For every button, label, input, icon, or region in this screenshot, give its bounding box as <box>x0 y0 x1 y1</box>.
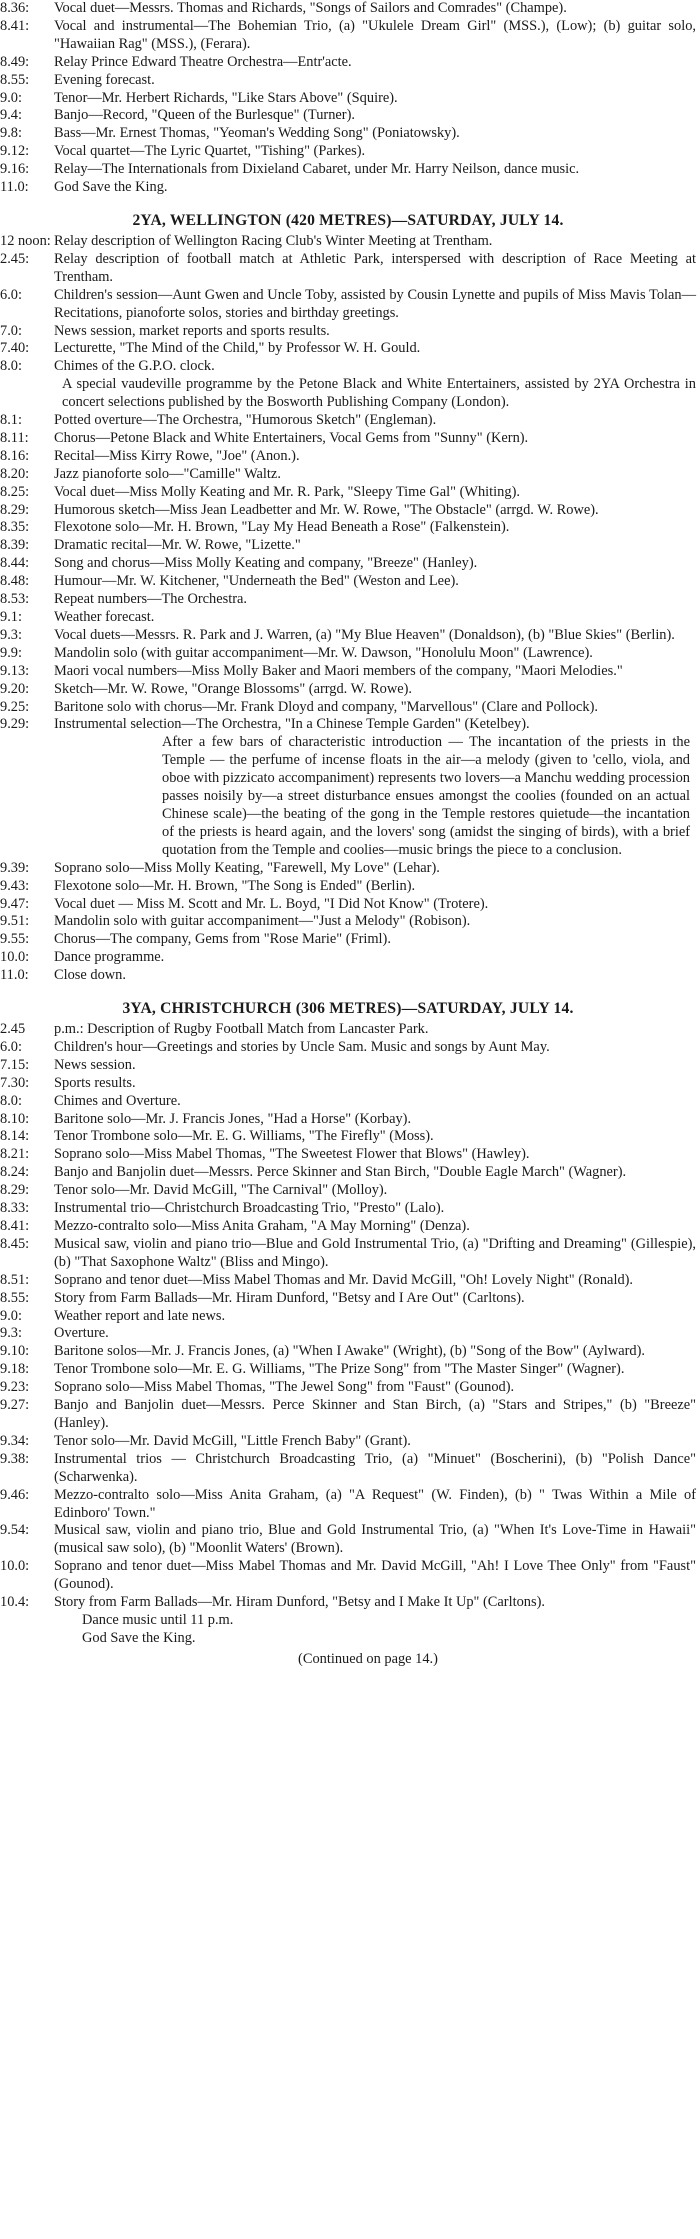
entry-time: 8.45: <box>0 1235 30 1252</box>
temple-garden-description: After a few bars of characteristic introduction — The incantation of the priests in the Temple — the perfume of incense floats in the air—a melody (given to 'cello, viola, and oboe with pizzicato accompaniment) represents two lovers—a Manchu wedding procession passes noisily by—a street disturbance ensues amongst the coolies (founded on an actual Chinese scale)—the beating of the gong in the Temple restores quietude—the incantation of the priests is heard again, and the lovers' song (amidst the singing of birds), with a brief quotation from the Temple and coolies—music brings the piece to a conclusion. <box>162 734 690 858</box>
programme-entry <box>0 716 696 734</box>
entry-text: Vocal and instrumental—The Bohemian Trio, (a) "Ukulele Dream Girl" (MSS.), (Low); (b) guitar solo, "Hawaiian Rag" (MSS.), (Ferara). <box>54 17 696 52</box>
programme-entry <box>0 251 696 287</box>
entry-time: 10.0: <box>0 1558 30 1575</box>
entry-text: Flexotone solo—Mr. H. Brown, "Lay My Head Beneath a Rose" (Falkenstein). <box>54 519 510 536</box>
entry-text: Maori vocal numbers—Miss Molly Baker and Maori members of the company, "Maori Melodies." <box>54 662 623 679</box>
entry-time: 7.30: <box>0 1074 30 1091</box>
entry-text: Weather report and late news. <box>54 1307 226 1324</box>
entry-text: Sports results. <box>54 1074 136 1091</box>
entry-time: 8.55: <box>0 1289 30 1306</box>
entry-text: Children's hour—Greetings and stories by Uncle Sam. Music and songs by Aunt May. <box>54 1038 550 1055</box>
entry-text: Instrumental selection—The Orchestra, "In a Chinese Temple Garden" (Ketelbey). <box>54 716 530 733</box>
entry-text: Mezzo-contralto solo—Miss Anita Graham, (a) "A Request" (W. Finden), (b) " Twas Within a Mile of Edinboro' Town." <box>54 1486 696 1521</box>
entry-text: Soprano and tenor duet—Miss Mabel Thomas and Mr. David McGill, "Oh! Lovely Night" (Ronald). <box>54 1271 634 1288</box>
closing-line-dance: Dance music until 11 p.m. <box>82 1611 234 1628</box>
entry-text: Relay Prince Edward Theatre Orchestra—Entr'acte. <box>54 53 352 70</box>
entry-text: Tenor Trombone solo—Mr. E. G. Williams, "The Prize Song" from "The Master Singer" (Wagner). <box>54 1361 625 1378</box>
section-2ya-entries-a <box>0 233 696 376</box>
programme-entry <box>0 645 696 663</box>
entry-time: 8.55: <box>0 71 30 88</box>
programme-entry <box>0 448 696 466</box>
entry-text: Relay description of Wellington Racing Club's Winter Meeting at Trentham. <box>54 232 493 249</box>
programme-entry <box>0 90 696 108</box>
programme-entry <box>0 54 696 72</box>
entry-text: Potted overture—The Orchestra, "Humorous Sketch" (Engleman). <box>54 412 437 429</box>
entry-time: 8.20: <box>0 465 30 482</box>
entry-text: Jazz pianoforte solo—"Camille" Waltz. <box>54 465 281 482</box>
programme-entry <box>0 1451 696 1487</box>
programme-entry <box>0 1093 696 1111</box>
entry-time: 9.0: <box>0 89 22 106</box>
entry-text: Lecturette, "The Mind of the Child," by Professor W. H. Gould. <box>54 340 421 357</box>
entry-time: 9.20: <box>0 680 30 697</box>
programme-entry <box>0 161 696 179</box>
programme-entry <box>0 591 696 609</box>
entry-time: 8.0: <box>0 358 22 375</box>
continued-footer: (Continued on page 14.) <box>298 1650 438 1667</box>
entry-time: 8.39: <box>0 537 30 554</box>
programme-entry <box>0 627 696 645</box>
entry-time: 8.10: <box>0 1110 30 1127</box>
section-heading-3ya: 3YA, CHRISTCHURCH (306 METRES)—SATURDAY, JULY 14. <box>122 1000 574 1018</box>
entry-text: Banjo and Banjolin duet—Messrs. Perce Skinner and Stan Birch, "Double Eagle March" (Wagner). <box>54 1164 627 1181</box>
entry-time: 6.0: <box>0 286 22 303</box>
programme-entry <box>0 878 696 896</box>
programme-entry <box>0 125 696 143</box>
entry-text: Instrumental trios — Christchurch Broadcasting Trio, (a) "Minuet" (Boscherini), (b) "Polish Dance" (Scharwenka). <box>54 1450 696 1485</box>
entry-text: Vocal duet—Messrs. Thomas and Richards, "Songs of Sailors and Comrades" (Champe). <box>54 0 567 16</box>
entry-time: 8.36: <box>0 0 30 16</box>
section-1ya-continued <box>0 0 696 197</box>
programme-entry <box>0 1236 696 1272</box>
closing-line-anthem: God Save the King. <box>82 1629 196 1646</box>
entry-text: Humorous sketch—Miss Jean Leadbetter and Mr. W. Rowe, "The Obstacle" (arrgd. W. Rowe). <box>54 501 599 518</box>
entry-text: Musical saw, violin and piano trio, Blue and Gold Instrumental Trio, (a) "When It's Love-Time in Hawaii" (musical saw solo), (b) "Moonlit Waters' (Brown). <box>54 1522 696 1557</box>
programme-entry <box>0 72 696 90</box>
entry-text: News session. <box>54 1056 136 1073</box>
entry-time: 8.25: <box>0 483 30 500</box>
programme-entry <box>0 1039 696 1057</box>
entry-text: Baritone solo—Mr. J. Francis Jones, "Had a Horse" (Korbay). <box>54 1110 412 1127</box>
entry-time: 8.33: <box>0 1200 30 1217</box>
entry-text: Recital—Miss Kirry Rowe, "Joe" (Anon.). <box>54 447 300 464</box>
programme-entry <box>0 430 696 448</box>
entry-text: Vocal quartet—The Lyric Quartet, "Tishing" (Parkes). <box>54 143 366 160</box>
programme-entry <box>0 1111 696 1129</box>
programme-entry <box>0 1594 696 1612</box>
vaudeville-intro-note: A special vaudeville programme by the Petone Black and White Entertainers, assisted by 2YA Orchestra in concert selections published by the Bosworth Publishing Company (London). <box>62 376 696 411</box>
entry-text: Chorus—The company, Gems from "Rose Marie" (Friml). <box>54 931 391 948</box>
entry-time: 9.13: <box>0 662 30 679</box>
entry-text: Close down. <box>54 967 126 984</box>
entry-text: Tenor—Mr. Herbert Richards, "Like Stars Above" (Squire). <box>54 89 398 106</box>
programme-entry <box>0 663 696 681</box>
programme-entry <box>0 609 696 627</box>
entry-time: 8.48: <box>0 573 30 590</box>
entry-text: Sketch—Mr. W. Rowe, "Orange Blossoms" (arrgd. W. Rowe). <box>54 680 413 697</box>
entry-text: Baritone solos—Mr. J. Francis Jones, (a) "When I Awake" (Wright), (b) "Song of the Bow" (Aylward). <box>54 1343 645 1360</box>
programme-entry <box>0 555 696 573</box>
programme-entry <box>0 681 696 699</box>
programme-entry <box>0 1146 696 1164</box>
entry-time: 2.45: <box>0 250 30 267</box>
entry-time: 8.41: <box>0 17 30 34</box>
entry-time: 8.29: <box>0 1182 30 1199</box>
entry-text: Mezzo-contralto solo—Miss Anita Graham, "A May Morning" (Denza). <box>54 1218 470 1234</box>
programme-entry <box>0 502 696 520</box>
entry-text: Soprano and tenor duet—Miss Mabel Thomas and Mr. David McGill, "Ah! I Love Thee Only" from "Faust" (Gounod). <box>54 1558 696 1593</box>
entry-time: 9.34: <box>0 1432 30 1449</box>
programme-entry <box>0 143 696 161</box>
entry-time: 10.4: <box>0 1594 30 1611</box>
entry-time: 9.51: <box>0 913 30 930</box>
entry-time: 9.10: <box>0 1343 30 1360</box>
programme-entry <box>0 1343 696 1361</box>
entry-time: 9.3: <box>0 626 22 643</box>
entry-time: 9.25: <box>0 698 30 715</box>
entry-text: Dance programme. <box>54 949 165 966</box>
entry-text: Instrumental trio—Christchurch Broadcasting Trio, "Presto" (Lalo). <box>54 1200 445 1217</box>
entry-text: Evening forecast. <box>54 71 155 88</box>
entry-time: 8.16: <box>0 447 30 464</box>
entry-text: Vocal duet—Miss Molly Keating and Mr. R. Park, "Sleepy Time Gal" (Whiting). <box>54 483 520 500</box>
entry-text: Humour—Mr. W. Kitchener, "Underneath the Bed" (Weston and Lee). <box>54 573 459 590</box>
programme-entry <box>0 967 696 985</box>
entry-time: 8.1: <box>0 412 22 429</box>
programme-entry <box>0 1558 696 1594</box>
entry-time: 9.4: <box>0 107 22 124</box>
entry-time: 9.8: <box>0 125 22 142</box>
entry-time: 8.35: <box>0 519 30 536</box>
entry-text: Chimes and Overture. <box>54 1092 181 1109</box>
entry-time: 9.18: <box>0 1361 30 1378</box>
programme-entry <box>0 340 696 358</box>
programme-entry <box>0 287 696 323</box>
programme-entry <box>0 1128 696 1146</box>
entry-time: 9.1: <box>0 609 22 625</box>
entry-time: 9.54: <box>0 1522 30 1539</box>
programme-entry <box>0 1487 696 1523</box>
programme-entry <box>0 913 696 931</box>
entry-text: Musical saw, violin and piano trio—Blue and Gold Instrumental Trio, (a) "Drifting and Dreaming" (Gillespie), (b) "That Saxophone Waltz" (Bliss and Mingo). <box>54 1235 696 1270</box>
entry-time: 9.38: <box>0 1450 30 1467</box>
entry-text: Repeat numbers—The Orchestra. <box>54 591 248 608</box>
programme-entry <box>0 1272 696 1290</box>
entry-time: 9.55: <box>0 931 30 948</box>
programme-entry <box>0 1522 696 1558</box>
programme-entry <box>0 1218 696 1236</box>
entry-text: Mandolin solo (with guitar accompaniment—Mr. W. Dawson, "Honolulu Moon" (Lawrence). <box>54 644 593 661</box>
programme-entry <box>0 323 696 341</box>
entry-text: Mandolin solo with guitar accompaniment—"Just a Melody" (Robison). <box>54 913 471 930</box>
entry-text: Tenor solo—Mr. David McGill, "Little French Baby" (Grant). <box>54 1432 411 1449</box>
entry-time: 9.0: <box>0 1307 22 1324</box>
entry-time: 2.45 <box>0 1021 26 1038</box>
entry-text: Banjo—Record, "Queen of the Burlesque" (Turner). <box>54 107 355 124</box>
programme-entry <box>0 1308 696 1326</box>
entry-time: 11.0: <box>0 179 29 196</box>
entry-time: 9.27: <box>0 1397 30 1414</box>
entry-time: 8.0: <box>0 1092 22 1109</box>
entry-text: Relay—The Internationals from Dixieland Cabaret, under Mr. Harry Neilson, dance music. <box>54 161 580 178</box>
programme-entry <box>0 1325 696 1343</box>
programme-entry <box>0 699 696 717</box>
entry-time: 8.21: <box>0 1146 30 1163</box>
programme-entry <box>0 1021 696 1039</box>
entry-text: Flexotone solo—Mr. H. Brown, "The Song is Ended" (Berlin). <box>54 877 416 894</box>
programme-entry <box>0 1361 696 1379</box>
programme-entry <box>0 1075 696 1093</box>
entry-time: 7.15: <box>0 1056 30 1073</box>
entry-text: Story from Farm Ballads—Mr. Hiram Dunford, "Betsy and I Are Out" (Carltons). <box>54 1289 525 1306</box>
programme-entry <box>0 1379 696 1397</box>
entry-text: Soprano solo—Miss Mabel Thomas, "The Sweetest Flower that Blows" (Hawley). <box>54 1146 530 1163</box>
entry-time: 8.11: <box>0 429 29 446</box>
programme-entry <box>0 896 696 914</box>
entry-text: p.m.: Description of Rugby Football Match from Lancaster Park. <box>54 1021 429 1038</box>
entry-text: Dramatic recital—Mr. W. Rowe, "Lizette." <box>54 537 301 554</box>
entry-text: Weather forecast. <box>54 609 155 625</box>
entry-time: 7.0: <box>0 322 22 339</box>
programme-entry <box>0 0 696 18</box>
programme-entry <box>0 484 696 502</box>
entry-time: 9.16: <box>0 161 30 178</box>
programme-entry <box>0 1397 696 1433</box>
programme-entry <box>0 466 696 484</box>
entry-time: 6.0: <box>0 1038 22 1055</box>
programme-entry <box>0 931 696 949</box>
section-2ya-entries-c <box>0 860 696 985</box>
entry-text: Soprano solo—Miss Mabel Thomas, "The Jewel Song" from "Faust" (Gounod). <box>54 1379 515 1396</box>
entry-time: 8.51: <box>0 1271 30 1288</box>
programme-entry <box>0 573 696 591</box>
entry-text: Baritone solo with chorus—Mr. Frank Dloyd and company, "Marvellous" (Clare and Pollock). <box>54 698 598 715</box>
programme-entry <box>0 1433 696 1451</box>
programme-entry <box>0 412 696 430</box>
programme-entry <box>0 233 696 251</box>
programme-entry <box>0 537 696 555</box>
section-2ya-entries-b <box>0 412 696 734</box>
entry-text: Banjo and Banjolin duet—Messrs. Perce Skinner and Stan Birch, (a) "Stars and Stripes," (b) "Breeze" (Hanley). <box>54 1397 696 1431</box>
entry-time: 9.9: <box>0 644 22 661</box>
entry-text: Relay description of football match at Athletic Park, interspersed with description of Race Meeting at Trentham. <box>54 250 696 285</box>
entry-text: Tenor solo—Mr. David McGill, "The Carnival" (Molloy). <box>54 1182 388 1199</box>
entry-text: God Save the King. <box>54 179 168 196</box>
entry-time: 9.47: <box>0 895 30 912</box>
programme-entry <box>0 860 696 878</box>
entry-text: Bass—Mr. Ernest Thomas, "Yeoman's Wedding Song" (Poniatowsky). <box>54 125 460 142</box>
programme-entry <box>0 358 696 376</box>
entry-time: 10.0: <box>0 949 30 966</box>
entry-text: News session, market reports and sports results. <box>54 322 330 339</box>
programme-entry <box>0 519 696 537</box>
entry-time: 8.29: <box>0 501 30 518</box>
entry-text: Story from Farm Ballads—Mr. Hiram Dunford, "Betsy and I Make It Up" (Carltons). <box>54 1594 545 1611</box>
entry-time: 9.29: <box>0 716 30 733</box>
programme-entry <box>0 949 696 967</box>
programme-entry <box>0 1164 696 1182</box>
entry-time: 9.43: <box>0 877 30 894</box>
section-heading-2ya: 2YA, WELLINGTON (420 METRES)—SATURDAY, JULY 14. <box>132 211 564 229</box>
entry-text: Overture. <box>54 1325 109 1342</box>
programme-entry <box>0 1290 696 1308</box>
entry-text: Vocal duet — Miss M. Scott and Mr. L. Boyd, "I Did Not Know" (Trotere). <box>54 895 489 912</box>
entry-time: 9.39: <box>0 859 30 876</box>
entry-text: Tenor Trombone solo—Mr. E. G. Williams, "The Firefly" (Moss). <box>54 1128 434 1145</box>
entry-time: 12 noon: <box>0 232 51 249</box>
entry-text: Children's session—Aunt Gwen and Uncle Toby, assisted by Cousin Lynette and pupils of Miss Mavis Tolan—Recitations, pianoforte solos, stories and birthday greetings. <box>54 286 696 321</box>
entry-time: 8.24: <box>0 1164 30 1181</box>
programme-entry <box>0 1200 696 1218</box>
entry-time: 9.46: <box>0 1486 30 1503</box>
entry-text: Chimes of the G.P.O. clock. <box>54 358 215 375</box>
programme-entry <box>0 107 696 125</box>
entry-time: 9.23: <box>0 1379 30 1396</box>
entry-time: 9.3: <box>0 1325 22 1342</box>
programme-entry <box>0 1182 696 1200</box>
entry-time: 8.49: <box>0 53 30 70</box>
entry-time: 8.41: <box>0 1218 30 1234</box>
entry-time: 11.0: <box>0 967 29 984</box>
entry-text: Chorus—Petone Black and White Entertainers, Vocal Gems from "Sunny" (Kern). <box>54 429 529 446</box>
programme-entry <box>0 18 696 54</box>
entry-time: 8.44: <box>0 555 30 572</box>
programme-entry <box>0 179 696 197</box>
entry-time: 9.12: <box>0 143 30 160</box>
entry-time: 7.40: <box>0 340 30 357</box>
entry-text: Vocal duets—Messrs. R. Park and J. Warren, (a) "My Blue Heaven" (Donaldson), (b) "Blue Skies" (Berlin). <box>54 626 675 643</box>
entry-text: Song and chorus—Miss Molly Keating and company, "Breeze" (Hanley). <box>54 555 478 572</box>
entry-text: Soprano solo—Miss Molly Keating, "Farewell, My Love" (Lehar). <box>54 859 440 876</box>
entry-time: 8.53: <box>0 591 30 608</box>
section-3ya-entries <box>0 1021 696 1612</box>
entry-time: 8.14: <box>0 1128 30 1145</box>
programme-entry <box>0 1057 696 1075</box>
